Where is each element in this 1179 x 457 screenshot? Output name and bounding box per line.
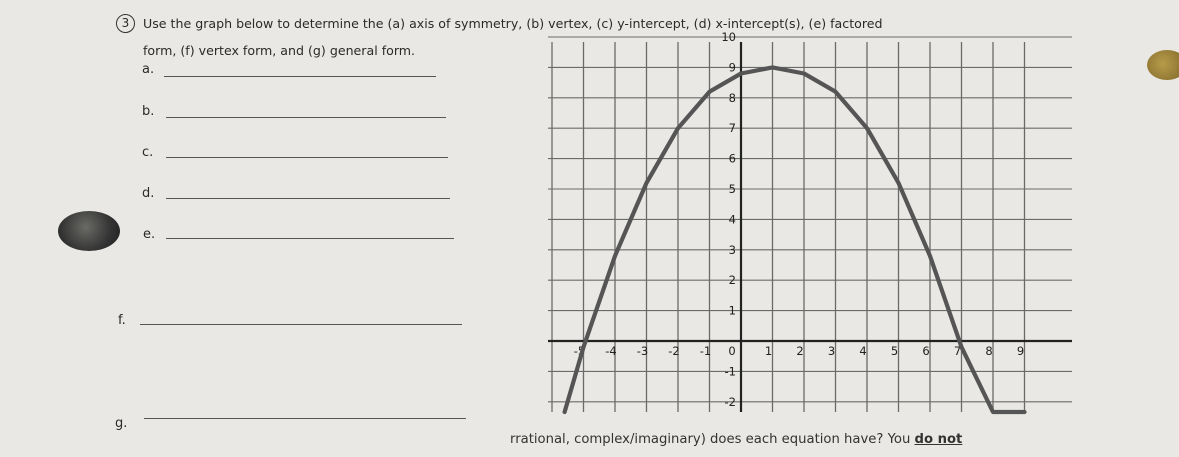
y-tick-label: 2 [728,273,736,288]
x-tick-label: -1 [699,344,712,358]
question-text-line-1: Use the graph below to determine the (a) axis of symmetry, (b) vertex, (c) y-intercept, (d) x-intercept(s), (e) factored [143,16,883,31]
x-tick-label: 4 [859,344,867,358]
x-tick-label: 9 [1016,344,1025,358]
y-tick-label: 9 [728,60,736,75]
answer-label-f: f. [118,313,126,328]
y-tick-label: -2 [724,394,736,409]
answer-label-c: c. [142,145,154,160]
parabola-curve [565,67,1025,412]
answer-label-b: b. [142,104,155,119]
x-tick-label: 8 [985,344,993,358]
answer-label-d: d. [142,186,155,201]
x-tick-label: 3 [827,344,836,358]
question-number: 3 [116,14,135,33]
y-tick-label: 1 [728,303,736,318]
y-tick-label: 8 [728,90,736,105]
x-tick-label: 6 [922,344,930,358]
x-tick-label: -2 [668,344,680,358]
answer-label-e: e. [143,227,156,242]
x-tick-label: -4 [605,344,617,358]
x-tick-label: -3 [636,344,649,358]
answer-label-a: a. [142,62,155,77]
x-tick-label: -5 [573,344,586,358]
y-tick-label: 4 [728,212,736,227]
bottom-text-prefix: rrational, complex/imaginary) does each equation have? You [510,432,915,447]
x-tick-label: 7 [953,344,962,358]
y-tick-label: 7 [728,121,736,136]
question-text-line-2: form, (f) vertex form, and (g) general form. [143,43,416,58]
x-tick-label: 1 [764,344,773,358]
answer-label-g: g. [115,416,128,431]
y-tick-label: 6 [728,151,736,166]
y-tick-label: -1 [724,364,736,379]
x-tick-label: 0 [728,344,736,358]
x-tick-label: 5 [890,344,899,358]
y-tick-label: 10 [721,30,736,44]
y-tick-label: 3 [728,242,736,257]
x-tick-label: 2 [796,344,804,358]
bottom-question-text [510,432,962,447]
y-tick-label: 5 [728,182,736,196]
bottom-text-emphasis: do not [914,432,963,447]
